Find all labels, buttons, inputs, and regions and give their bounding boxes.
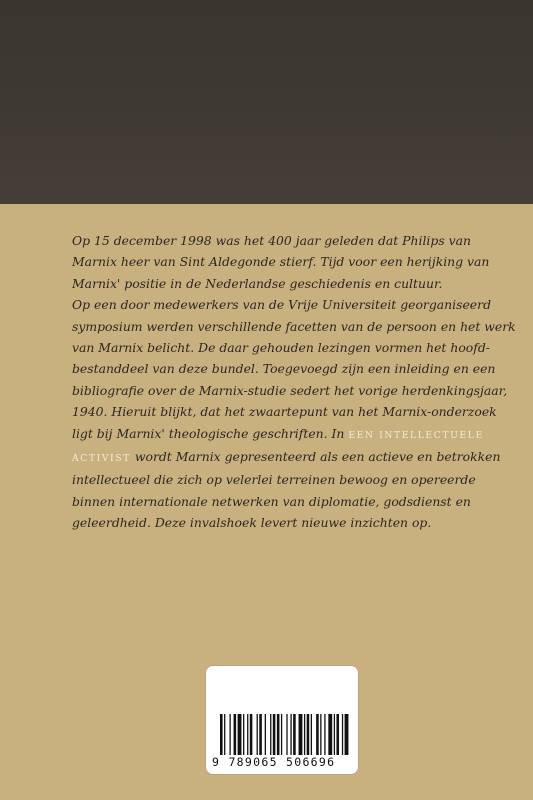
blurb-line: symposium werden verschillende facetten van de persoon en het werk — [72, 318, 516, 334]
isbn-number: 9 789065 506696 — [212, 755, 336, 769]
blurb-line: geleerdheid. Deze invalshoek levert nieuwe inzichten op. — [72, 515, 432, 531]
barcode-bar — [224, 714, 225, 755]
blurb-paragraph-1 — [72, 230, 490, 294]
blurb-paragraph-2 — [72, 294, 516, 533]
barcode-bar — [293, 714, 296, 755]
blurb-line: bibliografie over de Marnix-studie sedert het vorige herdenkingsjaar, — [72, 382, 508, 398]
barcode-bar — [307, 714, 310, 755]
blurb-line: van Marnix belicht. De daar gehouden lezingen vormen het hoofd- — [72, 340, 490, 356]
blurb-text-fragment: wordt Marnix gepresenteerd als een actieve en betrokken — [134, 449, 501, 465]
barcode-bar — [336, 714, 339, 755]
barcode-bar — [277, 714, 280, 755]
blurb-line: 1940. Hieruit blijkt, dat het zwaartepunt van het Marnix-onderzoek — [72, 404, 497, 420]
barcode-bar — [238, 714, 242, 755]
barcode-bar — [250, 714, 253, 755]
blurb-line: intellectueel die zich op velerlei terreinen bewoog en opereerde — [72, 472, 476, 488]
barcode-bar — [247, 714, 248, 755]
blurb-text-fragment: ligt bij Marnix' theologische geschriften. In — [72, 425, 345, 441]
barcode-bar — [243, 714, 244, 755]
barcode-bar — [229, 714, 230, 755]
blurb-line: Op 15 december 1998 was het 400 jaar geleden dat Philips van — [72, 233, 471, 248]
book-title-smallcaps: EEN INTELLECTUELE — [348, 429, 484, 441]
dark-top-band — [0, 0, 533, 204]
blurb-line — [72, 446, 501, 469]
barcode-bar — [328, 714, 332, 755]
barcode-bar — [311, 714, 312, 755]
barcode-bar — [299, 714, 303, 755]
blurb-line: Op een door medewerkers van de Vrije Universiteit georganiseerd — [72, 297, 491, 313]
blurb-text — [72, 230, 516, 534]
blurb-line: Marnix heer van Sint Aldegonde stierf. Tijd voor een herijking van — [72, 254, 490, 270]
barcode-bars — [220, 714, 350, 755]
book-title-smallcaps: ACTIVIST — [72, 453, 131, 465]
barcode-bar — [345, 714, 349, 755]
barcode-bar — [324, 714, 325, 755]
barcode-bar — [334, 714, 335, 755]
blurb-line — [72, 423, 484, 446]
barcode-bar — [342, 714, 343, 755]
barcode-bar — [290, 714, 291, 755]
blurb-line: binnen internationale netwerken van diplomatie, godsdienst en — [72, 493, 471, 509]
barcode-bar — [320, 714, 321, 755]
blurb-line: bestanddeel van deze bundel. Toegevoegd zijn een inleiding en een — [72, 361, 496, 377]
barcode-bar — [281, 714, 282, 755]
barcode-bar — [304, 714, 305, 755]
barcode-sticker — [206, 666, 358, 774]
barcode-bar — [316, 714, 319, 755]
barcode-bar — [270, 714, 271, 755]
barcode-bar — [234, 714, 237, 755]
sticker-blank-area — [206, 666, 358, 714]
barcode-bar — [259, 714, 262, 755]
barcode-bar — [265, 714, 266, 755]
barcode-bar — [273, 714, 276, 755]
barcode-bar — [220, 714, 223, 755]
barcode-bar — [257, 714, 258, 755]
blurb-line: Marnix' positie in de Nederlandse geschiedenis en cultuur. — [72, 275, 443, 291]
barcode-bar — [286, 714, 287, 755]
